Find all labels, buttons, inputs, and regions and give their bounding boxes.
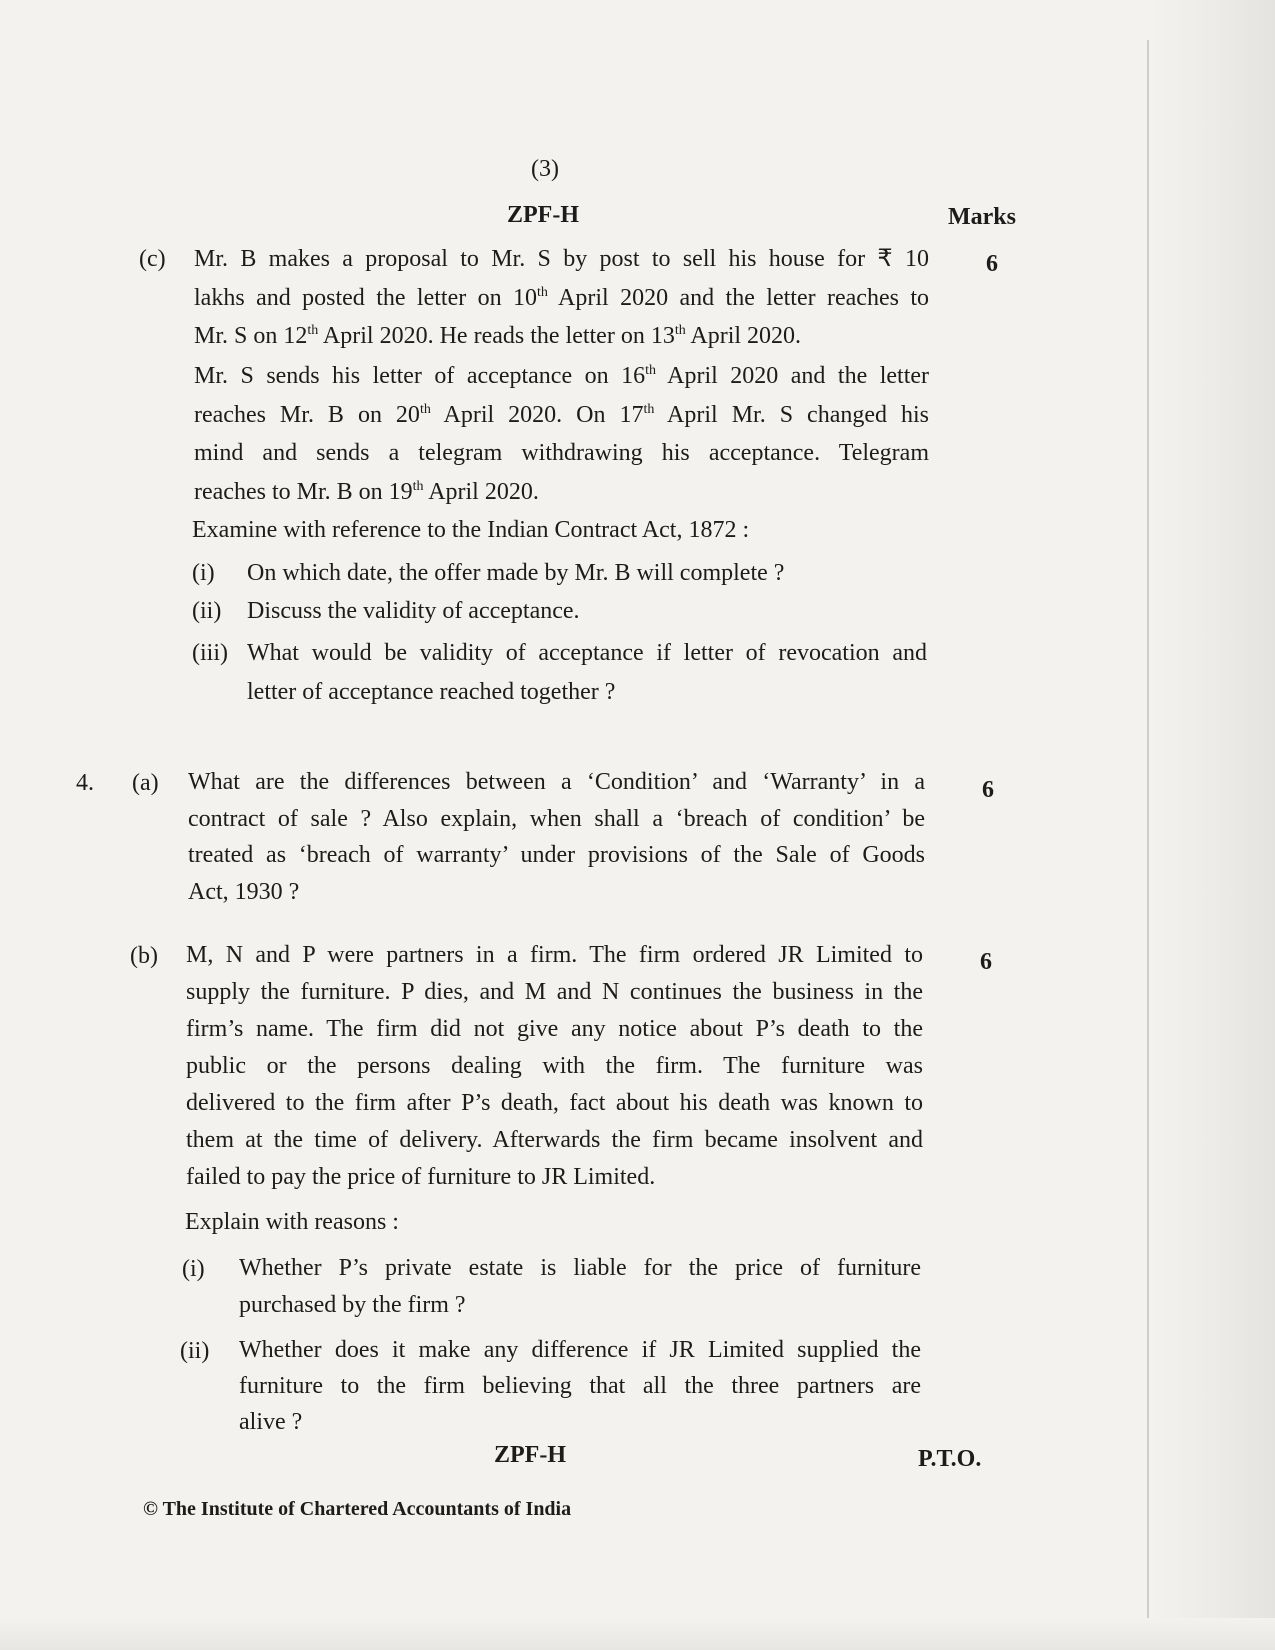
q4b-sub-i-line-1: Whether P’s private estate is liable for the price of furniture — [239, 1255, 921, 1281]
q4a-text — [188, 764, 925, 910]
q3c-sub-i-label: (i) — [192, 560, 215, 586]
q3c-sub-ii-text: Discuss the validity of acceptance. — [247, 598, 580, 624]
q4b-line-1: M, N and P were partners in a firm. The firm ordered JR Limited to — [186, 942, 923, 968]
q4b-line-3: firm’s name. The firm did not give any notice about P’s death to the — [186, 1016, 923, 1042]
q3c-instruction: Examine with reference to the Indian Contract Act, 1872 : — [192, 517, 750, 543]
q4b-sub-ii-line-3: alive ? — [239, 1409, 303, 1435]
footer-pto: P.T.O. — [918, 1446, 982, 1472]
q3c-sub-iii-line-2: letter of acceptance reached together ? — [247, 678, 616, 705]
q3c-p2-line-3: mind and sends a telegram withdrawing his acceptance. Telegram — [194, 440, 929, 466]
marks-heading: Marks — [948, 204, 1016, 230]
q4b-sub-ii-text — [239, 1332, 921, 1440]
footer-paper-code: ZPF-H — [494, 1442, 566, 1468]
q3c-sub-iii-label: (iii) — [192, 640, 228, 666]
q4a-line-1: What are the differences between a ‘Condition’ and ‘Warranty’ in a — [188, 769, 925, 795]
q4a-line-4: Act, 1930 ? — [188, 878, 300, 905]
page-number: (3) — [531, 156, 559, 182]
q4b-line-7: failed to pay the price of furniture to JR Limited. — [186, 1164, 656, 1190]
page-bottom-shadow — [0, 1618, 1275, 1650]
q4b-line-5: delivered to the firm after P’s death, fact about his death was known to — [186, 1090, 923, 1116]
q3c-p2-line-4: reaches to Mr. B on 19th April 2020. — [194, 478, 539, 505]
q3c-p1-line-2: lakhs and posted the letter on 10th April 2020 and the letter reaches to — [194, 284, 930, 311]
q3c-p2-line-1: Mr. S sends his letter of acceptance on 16th April 2020 and the letter — [194, 363, 930, 389]
q3c-paragraph-1 — [194, 240, 929, 356]
q3c-p1-line-1: Mr. B makes a proposal to Mr. S by post to sell his house for ₹ 10 — [194, 246, 929, 272]
q3c-sub-i-text: On which date, the offer made by Mr. B will complete ? — [247, 560, 785, 586]
q4b-sub-i-line-2: purchased by the firm ? — [239, 1292, 466, 1318]
q4a-line-2: contract of sale ? Also explain, when shall a ‘breach of condition’ be — [188, 805, 925, 832]
q3c-p2-line-2: reaches Mr. B on 20th April 2020. On 17th April Mr. S changed his — [194, 401, 930, 428]
paper-code: ZPF-H — [507, 202, 579, 228]
footer-copyright: © The Institute of Chartered Accountants of India — [143, 1498, 572, 1520]
q4b-line-4: public or the persons dealing with the firm. The furniture was — [186, 1053, 923, 1079]
q3c-paragraph-2 — [194, 357, 929, 511]
q3c-sub-iii-text — [247, 634, 927, 711]
q3c-label: (c) — [139, 246, 166, 272]
q4b-text — [186, 937, 923, 1196]
q4b-line-6: them at the time of delivery. Afterwards the firm became insolvent and — [186, 1127, 923, 1153]
q4b-sub-i-text — [239, 1250, 921, 1324]
q4b-sub-i-label: (i) — [182, 1256, 205, 1282]
q3c-marks: 6 — [986, 251, 998, 277]
q4a-label: (a) — [132, 770, 159, 796]
q4b-sub-ii-line-2: furniture to the firm believing that all the three partners are — [239, 1373, 921, 1399]
page-edge-shadow — [1150, 0, 1275, 1650]
q3c-p1-line-3: Mr. S on 12th April 2020. He reads the letter on 13th April 2020. — [194, 323, 802, 349]
q4b-marks: 6 — [980, 949, 992, 975]
q4b-sub-ii-label: (ii) — [180, 1338, 210, 1364]
q4b-label: (b) — [130, 943, 158, 969]
q3c-sub-ii-label: (ii) — [192, 598, 222, 624]
q4-number: 4. — [76, 770, 94, 796]
q3c-sub-iii-line-1: What would be validity of acceptance if letter of revocation and — [247, 640, 927, 666]
q4b-line-2: supply the furniture. P dies, and M and N continues the business in the — [186, 979, 923, 1005]
q4b-sub-ii-line-1: Whether does it make any difference if JR Limited supplied the — [239, 1337, 921, 1363]
q4a-marks: 6 — [982, 777, 994, 803]
page-edge-line — [1147, 40, 1149, 1630]
q4a-line-3: treated as ‘breach of warranty’ under provisions of the Sale of Goods — [188, 842, 925, 868]
q4b-instruction: Explain with reasons : — [185, 1209, 399, 1235]
